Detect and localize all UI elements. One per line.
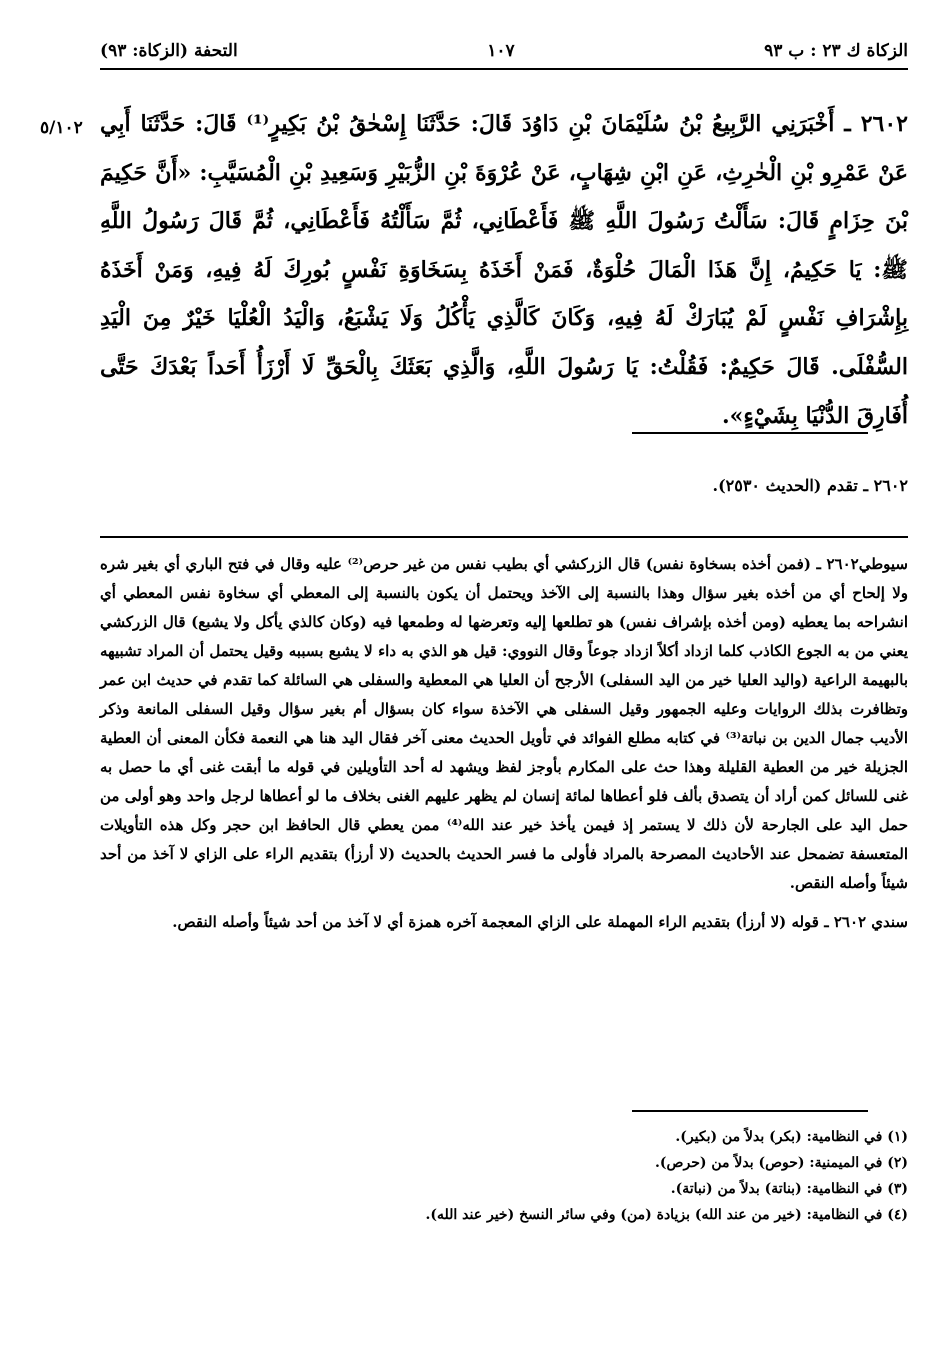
takhrij-note: ٢٦٠٢ ـ تقدم (الحديث ٢٥٣٠). bbox=[712, 476, 908, 495]
footnote-4: (٤) في النظامية: (خير من عند الله) بزيادة (من) وفي سائر النسخ (خير عند الله). bbox=[425, 1207, 908, 1223]
header-divider bbox=[100, 68, 908, 70]
footnote-1: (١) في النظامية: (بكر) بدلاً من (بكير). bbox=[675, 1129, 908, 1145]
header-chapter-reference: الزكاة ك ٢٣ : ب ٩٣ bbox=[764, 41, 908, 61]
running-header bbox=[100, 36, 908, 66]
page-number: ١٠٧ bbox=[487, 41, 515, 61]
hadith-text: ٢٦٠٢ ـ أَخْبَرَنِي الرَّبِيعُ بْنُ سُلَيْمَانَ بْنِ دَاوُدَ قَالَ: حَدَّثَنَا إِسْحٰقُ بْنُ بَكِيرٍ⁽¹⁾ قَالَ: حَدَّثَنَا أَبِي عَنْ عَمْرِو بْنِ الْحٰرِثِ، عَنِ ابْنِ شِهَابٍ، عَنْ عُرْوَةَ بْنِ الزُّبَيْرِ وَسَعِيدِ بْنِ الْمُسَيَّبِ: «أَنَّ حَكِيمَ بْنَ حِزَامٍ قَالَ: سَأَلْتُ رَسُولَ اللَّهِ ﷺ فَأَعْطَانِي، ثُمَّ سَأَلْتُهُ فَأَعْطَانِي، ثُمَّ قَالَ رَسُولُ اللَّهِ ﷺ: يَا حَكِيمُ، إِنَّ هَذَا الْمَالَ حُلْوَةٌ، فَمَنْ أَخَذَهُ بِسَخَاوَةِ نَفْسٍ بُورِكَ لَهُ فِيهِ، وَمَنْ أَخَذَهُ بِإِشْرَافِ نَفْسٍ لَمْ يُبَارَكْ لَهُ فِيهِ، وَكَانَ كَالَّذِي يَأْكُلُ وَلَا يَشْبَعُ، وَالْيَدُ الْعُلْيَا خَيْرٌ مِنَ الْيَدِ السُّفْلَى. قَالَ حَكِيمٌ: فَقُلْتُ: يَا رَسُولَ اللَّهِ، وَالَّذِي بَعَثَكَ بِالْحَقِّ لَا أَرْزَأُ أَحَداً بَعْدَكَ حَتَّى أُفَارِقَ الدُّنْيَا بِشَيْءٍ». bbox=[100, 111, 908, 429]
footnote-3: (٣) في النظامية: (بناتة) بدلاً من (نباتة). bbox=[670, 1181, 908, 1197]
margin-volume-reference: ٥/١٠٢ bbox=[40, 118, 83, 138]
header-tuhfa-reference: التحفة (الزكاة: ٩٣) bbox=[100, 41, 238, 61]
commentary-section bbox=[100, 550, 908, 947]
footnotes bbox=[300, 1124, 908, 1228]
hadith-divider bbox=[632, 432, 868, 434]
suyuti-commentary: سيوطي٢٦٠٢ ـ (فمن أخذه بسخاوة نفس) قال الزركشي أي بطيب نفس من غير حرص⁽²⁾ عليه وقال في فتح الباري أي بغير شره ولا إلحاح أي من أخذه بغير سؤال وهذا بالنسبة إلى الآخذ ويحتمل أن يكون بالنسبة إلى المعطي أي سخاوة نفس المعطي أي انشراحه بما يعطيه (ومن أخذه بإشراف نفس) هو تطلعها إليه وتعرضها له وطمعها فيه (وكان كالذي يأكل ولا يشبع) قال الزركشي يعني من به الجوع الكاذب كلما ازداد أكلاً ازداد جوعاً وقال النووي: قيل هو الذي به داء لا يشبع بسببه وقيل يحتمل أن المراد تشبيهه بالبهيمة الراعية (واليد العليا خير من اليد السفلى) الأرجح أن العليا هي المعطية والسفلى هي السائلة كما تقدم في حديث ابن عمر وتظافرت بذلك الروايات وعليه الجمهور وقيل السفلى هي الآخذة سواء كان بسؤال أم بغير سؤال وقيل السفلى المانعة وذكر الأديب جمال الدين بن نباتة⁽³⁾ في كتابه مطلع الفوائد في تأويل الحديث معنى آخر فقال اليد هنا هي النعمة فكأن المعنى أن العطية الجزيلة خير من العطية القليلة وهذا حث على المكارم بأوجز لفظ ويشهد له أحد التأويلين في قوله ما أبقت غنى أي ما حصل به غنى للسائل كمن أراد أن يتصدق بألف فلو أعطاها لمائة إنسان لم يظهر عليهم الغنى بخلاف ما لو أعطاها لرجل واحد وهو أولى من حمل اليد على الجارحة لأن ذلك لا يستمر إذ فيمن يأخذ خير عند الله⁽⁴⁾ ممن يعطي قال الحافظ ابن حجر وكل هذه التأويلات المتعسفة تضمحل عند الأحاديث المصرحة بالمراد فأولى ما فسر الحديث بالحديث (لا أرزأ) بتقديم الراء على الزاي لا آخذ من أحد شيئاً وأصله النقص. bbox=[100, 555, 908, 892]
commentary-divider bbox=[100, 536, 908, 538]
footnote-2: (٢) في الميمنية: (حوص) بدلاً من (حرص). bbox=[655, 1155, 908, 1171]
footnote-divider bbox=[632, 1110, 868, 1112]
sindi-commentary: سندي ٢٦٠٢ ـ قوله (لا أرزأ) بتقديم الراء المهملة على الزاي المعجمة آخره همزة أي لا آخذ من أحد شيئاً وأصله النقص. bbox=[172, 913, 908, 931]
